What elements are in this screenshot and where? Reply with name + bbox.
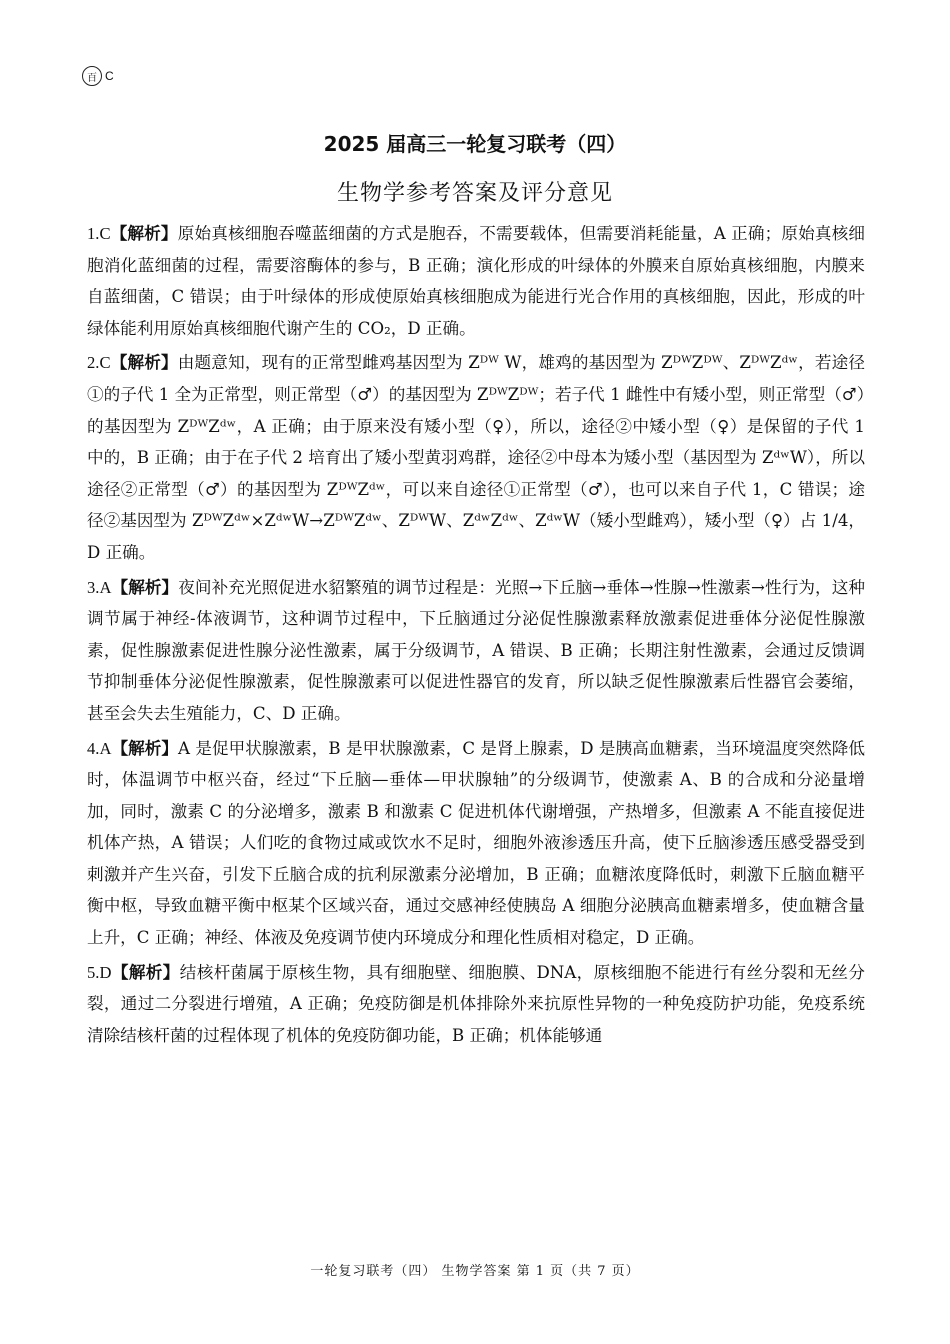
answer-text: 由题意知，现有的正常型雌鸡基因型为 Zᴰᵂ W，雄鸡的基因型为 ZᴰᵂZᴰᵂ、ZᴰᵂZᵈʷ，若途径①的子代 1 全为正常型，则正常型（♂）的基因型为 ZᴰᵂZᴰᵂ；若子代 1 雌性中有矮小型，则正常型（♂）的基因型为 ZᴰᵂZᵈʷ，A 正确；由于原来没有矮小型（♀），所以，途径②中矮小型（♀）是保留的子代 1 中的，B 正确；由于在子代 2 培育出了矮小型黄羽鸡群，途径②中母本为矮小型（基因型为 ZᵈʷW），所以途径②正常型（♂）的基因型为 ZᴰᵂZᵈʷ，可以来自途径①正常型（♂），也可以来自子代 1，C 错误；途径②基因型为 ZᴰᵂZᵈʷ×ZᵈʷW→ZᴰᵂZᵈʷ、ZᴰᵂW、ZᵈʷZᵈʷ、ZᵈʷW（矮小型雌鸡），矮小型（♀）占 1/4，D 正确。: [87, 353, 865, 562]
document-title: 2025 届高三一轮复习联考（四）: [323, 132, 627, 156]
logo-circle-icon: 百: [82, 66, 102, 86]
analysis-tag: 【解析】: [110, 352, 178, 373]
answer-item: [87, 572, 865, 730]
answer-item: [87, 957, 865, 1052]
answer-item: [87, 347, 865, 568]
page-footer: 一轮复习联考（四） 生物学答案 第 1 页（共 7 页）: [310, 1264, 640, 1279]
answer-item: [87, 733, 865, 954]
answer-number: 5.D: [87, 962, 112, 982]
answer-number: 2.C: [87, 353, 111, 373]
answer-text: A 是促甲状腺激素，B 是甲状腺激素，C 是肾上腺素，D 是胰高血糖素，当环境温度突然降低时，体温调节中枢兴奋，经过“下丘脑—垂体—甲状腺轴”的分级调节，使激素 A、B 的合成和分泌量增加，同时，激素 C 的分泌增多，激素 B 和激素 C 促进机体代谢增强，产热增多，但激素 A 不能直接促进机体产热，A 错误；人们吃的食物过咸或饮水不足时，细胞外液渗透压升高，使下丘脑渗透压感受器受到刺激并产生兴奋，引发下丘脑合成的抗利尿激素分泌增加，B 正确；血糖浓度降低时，刺激下丘脑血糖平衡中枢，导致血糖平衡中枢某个区域兴奋，通过交感神经使胰岛 A 细胞分泌胰高血糖素增多，使血糖含量上升，C 正确；神经、体液及免疫调节使内环境成分和理化性质相对稳定，D 正确。: [87, 738, 865, 948]
analysis-tag: 【解析】: [110, 223, 178, 243]
document-subtitle: 生物学参考答案及评分意见: [336, 181, 613, 206]
analysis-tag: 【解析】: [111, 737, 179, 758]
answer-text: 夜间补充光照促进水貂繁殖的调节过程是：光照→下丘脑→垂体→性腺→性激素→性行为，这种调节属于神经-体液调节，这种调节过程中，下丘脑通过分泌促性腺激素释放激素促进垂体分泌促性腺激素，促性腺激素促进性腺分泌性激素，属于分级调节，A 错误、B 正确；长期注射性激素，会通过反馈调节抑制垂体分泌促性腺激素，促性腺激素可以促进性器官的发育，所以缺乏促性腺激素后性器官会萎缩，甚至会失去生殖能力，C、D 正确。: [87, 577, 865, 723]
answer-number: 1.C: [87, 224, 111, 243]
logo-letter: C: [105, 69, 114, 83]
answer-text: 原始真核细胞吞噬蓝细菌的方式是胞吞，不需要载体，但需要消耗能量，A 正确；原始真核细胞消化蓝细菌的过程，需要溶酶体的参与，B 正确；演化形成的叶绿体的外膜来自原始真核细胞，内膜来自蓝细菌，C 错误；由于叶绿体的形成使原始真核细胞成为能进行光合作用的真核细胞，因此，形成的叶绿体能利用原始真核细胞代谢产生的 CO₂，D 正确。: [87, 224, 865, 338]
answer-item: [87, 218, 865, 344]
analysis-tag: 【解析】: [111, 576, 179, 597]
answer-text: 结核杆菌属于原核生物，具有细胞壁、细胞膜、DNA，原核细胞不能进行有丝分裂和无丝分裂，通过二分裂进行增殖，A 正确；免疫防御是机体排除外来抗原性异物的一种免疫防护功能，免疫系统清除结核杆菌的过程体现了机体的免疫防御功能，B 正确；机体能够通: [87, 962, 866, 1045]
answer-list: [87, 218, 865, 1054]
answer-number: 3.A: [87, 577, 112, 597]
analysis-tag: 【解析】: [111, 961, 180, 982]
answer-number: 4.A: [87, 738, 112, 758]
publisher-logo: [82, 66, 114, 86]
